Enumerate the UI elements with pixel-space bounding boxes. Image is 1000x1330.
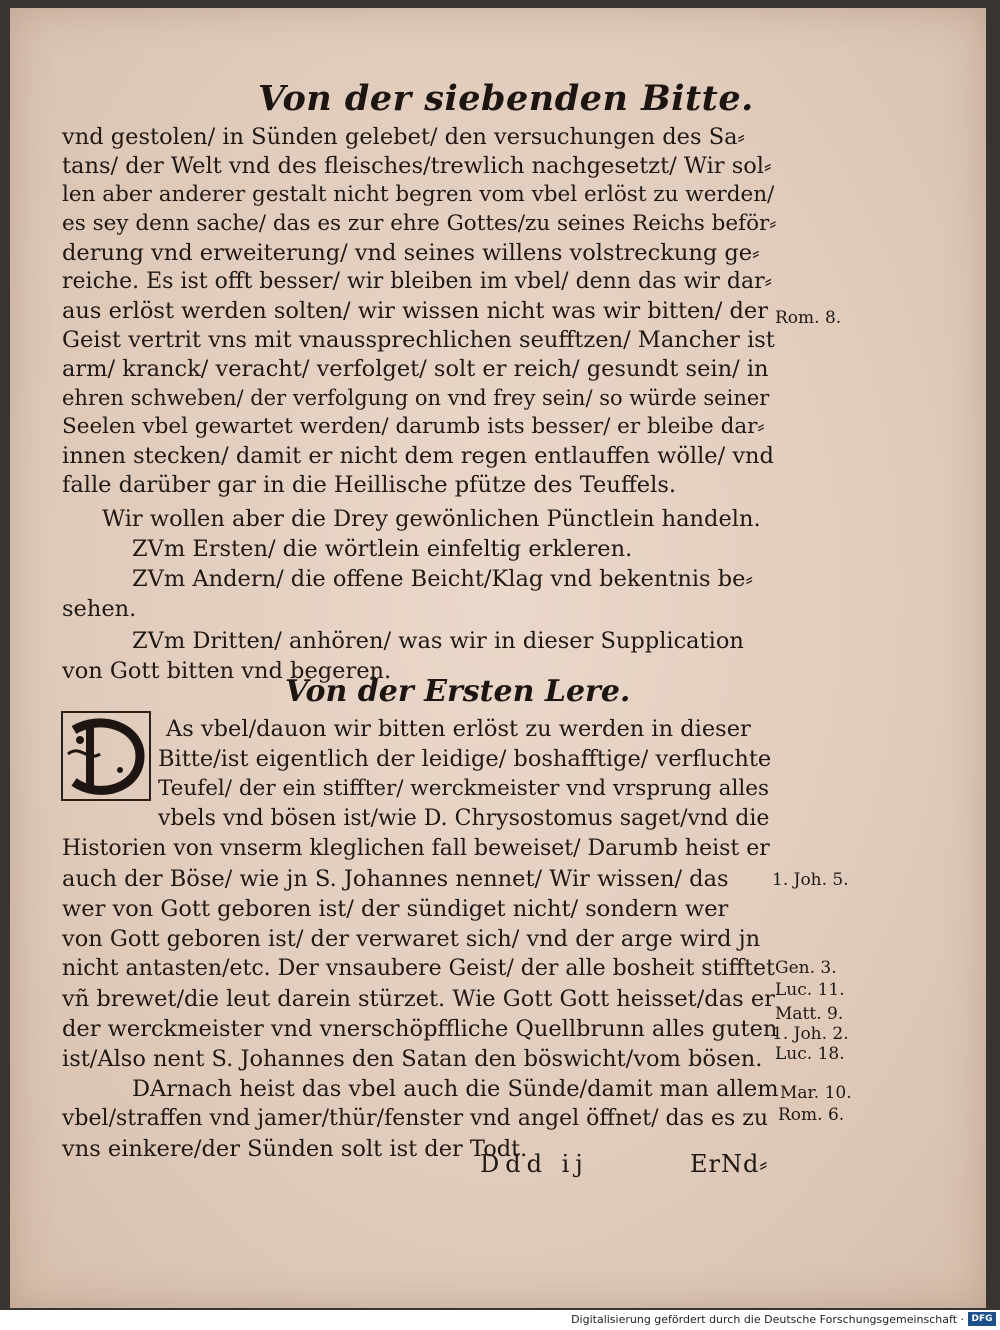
text-line: von Gott bitten vnd begeren.	[62, 658, 392, 684]
text-line: Bitte/ist eigentlich der leidige/ boshafftige/ verfluchte	[158, 746, 772, 772]
text-line: vnd gestolen/ in Sünden gelebet/ den versuchungen des Sa⸗	[62, 124, 746, 150]
text-line: Wir wollen aber die Drey gewönlichen Pünctlein handeln.	[102, 506, 761, 532]
text-line: vñ brewet/die leut darein stürzet. Wie Gott Gott heisset/das er	[62, 986, 775, 1012]
text-line: ehren schweben/ der verfolgung on vnd frey sein/ so würde seiner	[62, 386, 770, 410]
text-line: arm/ kranck/ veracht/ verfolget/ solt er reich/ gesundt sein/ in	[62, 356, 769, 382]
book-page	[10, 8, 986, 1308]
running-head: Von der siebenden Bitte.	[258, 78, 754, 119]
text-line: derung vnd erweiterung/ vnd seines willens volstreckung ge⸗	[62, 240, 760, 266]
margin-note: 1. Joh. 5.	[772, 870, 849, 890]
text-line: tans/ der Welt vnd des fleisches/trewlich nachgesetzt/ Wir sol⸗	[62, 153, 772, 179]
section-title: Von der Ersten Lere.	[285, 674, 631, 709]
margin-note: Gen. 3.	[775, 958, 837, 978]
text-line: ZVm Ersten/ die wörtlein einfeltig erkleren.	[132, 536, 633, 562]
text-line: von Gott geboren ist/ der verwaret sich/ vnd der arge wird jn	[62, 926, 761, 952]
footer-credit: Digitalisierung gefördert durch die Deutsche Forschungsgemeinschaft ·	[571, 1313, 964, 1326]
text-line: nicht antasten/etc. Der vnsaubere Geist/ der alle bosheit stifftet	[62, 956, 775, 981]
text-line: Seelen vbel gewartet werden/ darumb ists besser/ er bleibe dar⸗	[62, 414, 765, 439]
text-line: ZVm Dritten/ anhören/ was wir in dieser Supplication	[132, 628, 744, 654]
margin-note: Mar. 10.	[780, 1083, 852, 1103]
text-line: Geist vertrit vns mit vnaussprechlichen seufftzen/ Mancher ist	[62, 327, 775, 353]
text-line: es sey denn sache/ das es zur ehre Gottes/zu seines Reichs beför⸗	[62, 211, 777, 236]
text-line: aus erlöst werden solten/ wir wissen nicht was wir bitten/ der	[62, 298, 768, 324]
text-line: reiche. Es ist offt besser/ wir bleiben im vbel/ denn das wir dar⸗	[62, 269, 772, 294]
text-line: Historien von vnserm kleglichen fall beweiset/ Darumb heist er	[62, 836, 770, 861]
text-line: Teufel/ der ein stiffter/ werckmeister vnd vrsprung alles	[158, 776, 769, 801]
text-line: vns einkere/der Sünden solt ist der Todt.	[62, 1136, 528, 1162]
margin-note: Rom. 8.	[775, 308, 842, 328]
text-line: len aber anderer gestalt nicht begren vom vbel erlöst zu werden/	[62, 182, 775, 207]
text-line: ZVm Andern/ die offene Beicht/Klag vnd bekentnis be⸗	[132, 566, 753, 592]
signature-mark: Ddd ij	[480, 1150, 589, 1178]
catchword: ErNd⸗	[690, 1150, 769, 1178]
margin-note: Matt. 9.	[775, 1004, 844, 1024]
dfg-logo: DFG	[968, 1312, 996, 1326]
text-line: auch der Böse/ wie jn S. Johannes nennet/ Wir wissen/ das	[62, 866, 729, 892]
text-line: vbel/straffen vnd jamer/thür/fenster vnd angel öffnet/ das es zu	[62, 1106, 769, 1131]
margin-note: Rom. 6.	[778, 1105, 845, 1125]
text-line: wer von Gott geboren ist/ der sündiget nicht/ sondern wer	[62, 896, 729, 922]
margin-note: Luc. 18.	[775, 1044, 845, 1064]
text-line: ist/Also nent S. Johannes den Satan den böswicht/vom bösen.	[62, 1046, 763, 1072]
text-line: innen stecken/ damit er nicht dem regen entlauffen wölle/ vnd	[62, 443, 774, 469]
text-line: der werckmeister vnd vnerschöpffliche Quellbrunn alles guten	[62, 1016, 778, 1042]
text-line: As vbel/dauon wir bitten erlöst zu werden in dieser	[166, 716, 751, 742]
text-line: vbels vnd bösen ist/wie D. Chrysostomus saget/vnd die	[158, 806, 770, 831]
text-line: sehen.	[62, 596, 137, 622]
text-line: DArnach heist das vbel auch die Sünde/damit man allem	[132, 1076, 779, 1102]
margin-note: Luc. 11.	[775, 980, 845, 1000]
decorative-initial-icon	[60, 710, 152, 802]
text-line: falle darüber gar in die Heillische pfütze des Teuffels.	[62, 472, 677, 498]
margin-note: 1. Joh. 2.	[772, 1024, 849, 1044]
